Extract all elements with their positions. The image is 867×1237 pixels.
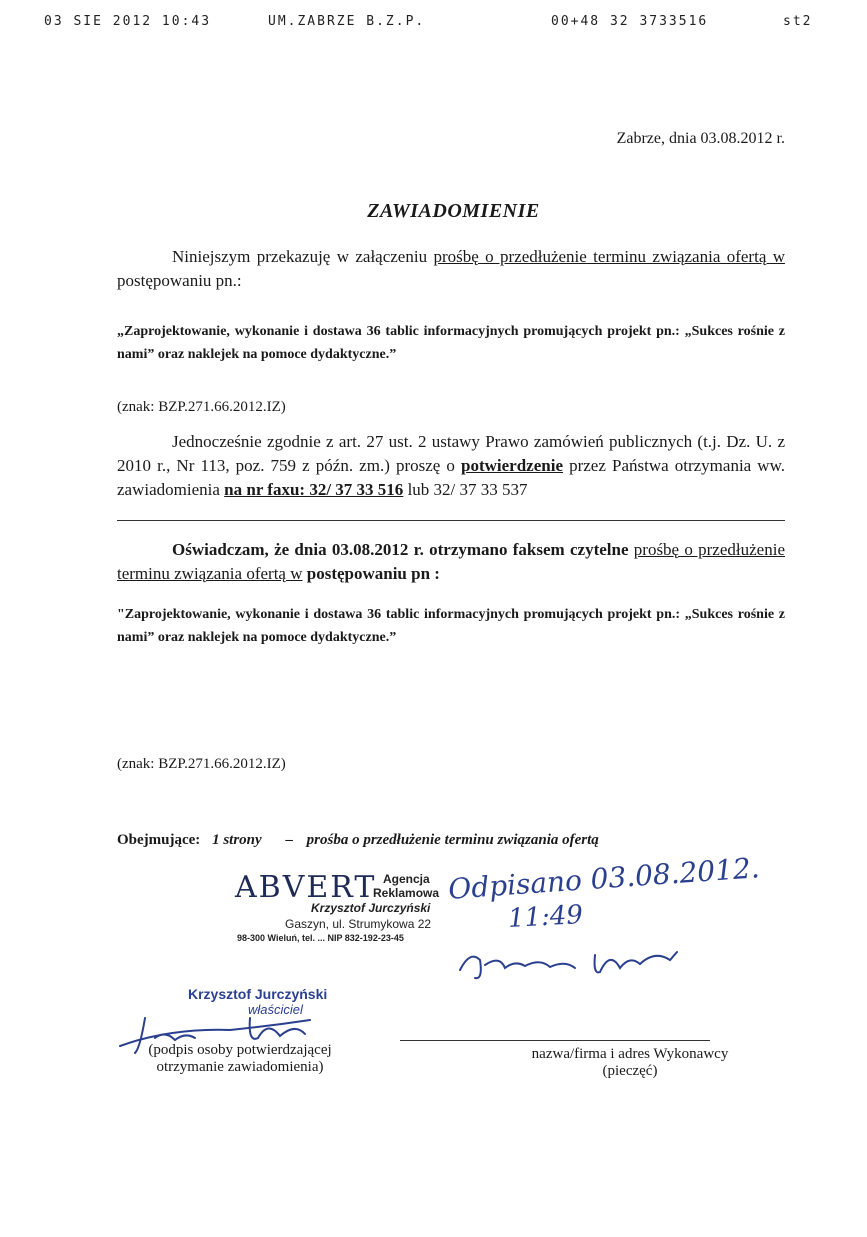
- fax-number-bold: na nr faxu: 32/ 37 33 516: [224, 480, 404, 499]
- project-title-quote-2: "Zaprojektowanie, wykonanie i dostawa 36 tablic informacyjnych promujących projekt pn.: „Sukces rośnie z nami” oraz naklejek na pomoce dydaktyczne.”: [117, 607, 785, 645]
- stamp-logo: ABVERT: [235, 870, 377, 905]
- project-title-quote-1: „Zaprojektowanie, wykonanie i dostawa 36 tablic informacyjnych promujących projekt pn.: „Sukces rośnie z nami” oraz naklejek na pomoce dydaktyczne.”: [117, 324, 785, 362]
- stamp-line-1: Agencja: [383, 872, 430, 886]
- right-signature-line: [400, 1040, 710, 1041]
- handwritten-time: 11:49: [507, 900, 584, 934]
- right-caption-line-1: nazwa/firma i adres Wykonawcy: [531, 1046, 729, 1062]
- left-caption-line-2: otrzymanie zawiadomienia): [156, 1059, 324, 1075]
- confirm-request-bold: potwierdzenie: [461, 456, 563, 475]
- owner-stamp-name: Krzysztof Jurczyński: [188, 986, 328, 1002]
- covers-line: [117, 832, 599, 849]
- stamp-city-phone: 98-300 Wieluń, tel. ... NIP 832-192-23-45: [237, 933, 404, 943]
- intro-paragraph: [117, 245, 785, 293]
- confirm-mid: przez Państwa otrzymania ww. zawiadomienia: [117, 456, 786, 499]
- confirmation-paragraph: [117, 430, 785, 502]
- stamp-address: Gaszyn, ul. Strumykowa 22: [285, 917, 432, 931]
- reference-number-2: (znak: BZP.271.66.2012.IZ): [117, 756, 286, 772]
- right-signature: [455, 940, 685, 985]
- right-caption: [505, 1046, 755, 1080]
- covers-dash: –: [285, 832, 293, 848]
- intro-request-link-text: prośbę o przedłużenie terminu związania ofertą w: [433, 247, 785, 266]
- fax-header-datetime: 03 SIE 2012 10:43: [44, 14, 212, 29]
- date-line: Zabrze, dnia 03.08.2012 r.: [616, 130, 785, 147]
- left-caption: [120, 1042, 360, 1076]
- declaration-request-underlined: prośbę o przedłużenie terminu związania ofertą w: [117, 540, 785, 583]
- left-caption-line-1: (podpis osoby potwierdzającej: [148, 1042, 332, 1058]
- owner-stamp-role: właściciel: [248, 1002, 303, 1017]
- fax-header-sender: UM.ZABRZE B.Z.P.: [268, 14, 426, 29]
- document-title: ZAWIADOMIENIE: [367, 200, 540, 222]
- stamp-name: Krzysztof Jurczyński: [311, 901, 431, 915]
- declaration-lead: Oświadczam, że dnia 03.08.2012 r. otrzymano faksem czytelne: [172, 540, 634, 559]
- handwritten-note: Odpisano 03.08.2012.: [447, 851, 761, 906]
- declaration-paragraph: [117, 538, 785, 586]
- fax-header-phone: 00+48 32 3733516: [551, 14, 709, 29]
- intro-tail: postępowaniu pn.:: [117, 271, 242, 290]
- right-caption-line-2: (pieczęć): [602, 1063, 658, 1079]
- fax-header-page: st2: [783, 14, 813, 29]
- covers-pages: 1 strony: [212, 832, 262, 848]
- company-stamp: [235, 868, 445, 953]
- covers-label: Obejmujące:: [117, 832, 201, 848]
- section-divider: [117, 520, 785, 521]
- confirm-lead: Jednocześnie zgodnie z art. 27 ust. 2 ustawy Prawo zamówień publicznych (t.j. Dz. U. z 2010 r., Nr 113, poz. 759 z późn. zm.) proszę o: [117, 432, 785, 475]
- reference-number-1: (znak: BZP.271.66.2012.IZ): [117, 399, 286, 415]
- declaration-tail: postępowaniu pn :: [302, 564, 440, 583]
- confirm-tail: lub 32/ 37 33 537: [403, 480, 528, 499]
- covers-description: prośba o przedłużenie terminu związania ofertą: [306, 832, 599, 848]
- stamp-line-2: Reklamowa: [373, 886, 440, 900]
- intro-lead: Niniejszym przekazuję w załączeniu: [172, 247, 434, 266]
